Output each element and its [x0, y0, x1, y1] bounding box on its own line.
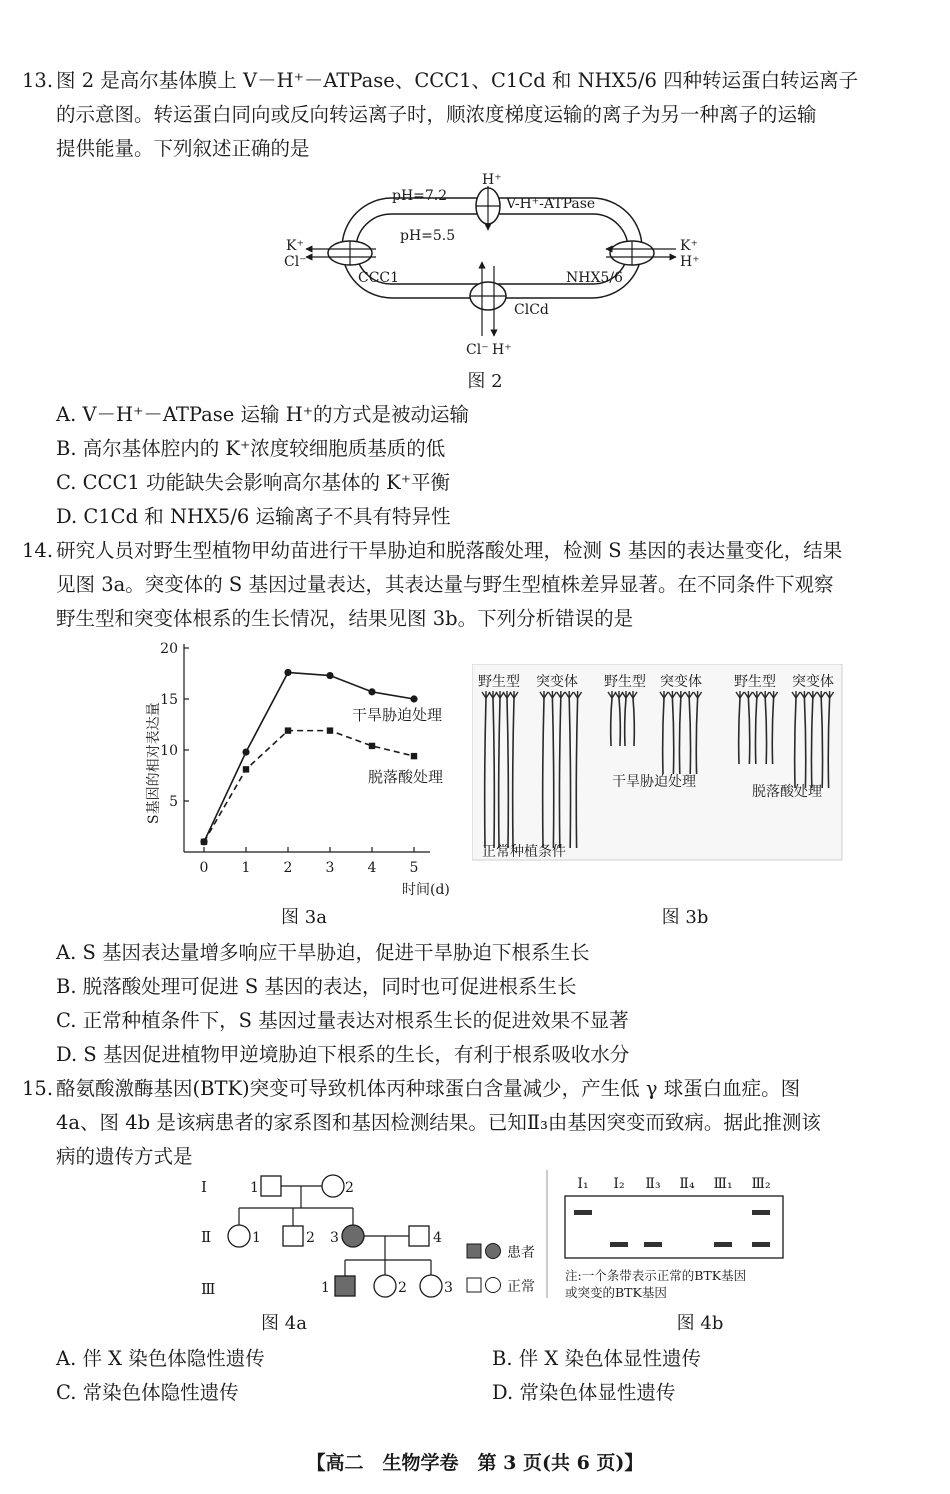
series-label-aba: 脱落酸处理 [368, 768, 444, 786]
legend-normal-circle [486, 1278, 501, 1293]
figure-4b-caption: 图 4b [676, 1313, 724, 1334]
gel-band-top-1 [574, 1210, 592, 1215]
q13-option-c[interactable]: C. CCC1 功能缺失会影响高尔基体的 K⁺平衡 [56, 471, 451, 494]
q13-option-b[interactable]: B. 高尔基体腔内的 K⁺浓度较细胞质基质的低 [56, 437, 446, 460]
gel-lane-label-5: Ⅲ₁ [713, 1176, 733, 1192]
x-tick-label-5: 5 [409, 860, 419, 876]
svg-text:3: 3 [330, 1230, 339, 1246]
II-1-normal-female [228, 1225, 250, 1247]
label-left-cl: Cl⁻ [284, 254, 307, 270]
label-nhx: NHX5/6 [566, 270, 623, 286]
point-aba-3 [327, 727, 333, 733]
point-drought-2 [284, 669, 291, 676]
point-drought-1 [242, 748, 249, 755]
svg-text:3: 3 [444, 1280, 453, 1296]
figure-2-golgi-transporters [270, 168, 710, 362]
y-tick-label-10: 10 [160, 743, 178, 759]
svg-text:1: 1 [250, 1180, 259, 1196]
svg-text:2: 2 [398, 1280, 407, 1296]
figure-4b-gel [545, 1170, 790, 1306]
svg-text:1: 1 [252, 1230, 261, 1246]
q14-option-d[interactable]: D. S 基因促进植物甲逆境胁迫下根系的生长，有利于根系吸收水分 [56, 1043, 630, 1066]
svg-text:2: 2 [345, 1180, 354, 1196]
q15-stem-line-1: 酪氨酸激酶基因(BTK)突变可导致机体丙种球蛋白含量减少，产生低 γ 球蛋白血症。图 [56, 1077, 801, 1100]
gel-note-line-1: 注:一个条带表示正常的BTK基因 [565, 1268, 747, 1283]
label-ph-outer: pH=7.2 [392, 188, 448, 204]
legend-normal-square [467, 1278, 481, 1292]
gel-band-bottom-2 [610, 1242, 628, 1247]
series-line-aba [204, 731, 414, 842]
q13-option-d[interactable]: D. C1Cd 和 NHX5/6 运输离子不具有特异性 [56, 505, 451, 528]
x-tick-label-0: 0 [199, 860, 209, 876]
II-3-affected-female [342, 1225, 364, 1247]
q14-option-a[interactable]: A. S 基因表达量增多响应干旱胁迫，促进干旱胁迫下根系生长 [56, 941, 590, 964]
gel-lane-label-4: Ⅱ₄ [679, 1176, 695, 1192]
legend-affected-label: 患者 [507, 1245, 535, 1261]
mutant-label-drought: 突变体 [660, 674, 702, 690]
condition-aba: 脱落酸处理 [752, 784, 822, 800]
mutant-label-aba: 突变体 [792, 674, 834, 690]
q15-option-c[interactable]: C. 常染色体隐性遗传 [56, 1381, 239, 1404]
gel-lane-label-3: Ⅱ₃ [645, 1176, 661, 1192]
gel-band-bottom-5 [714, 1242, 732, 1247]
q15-stem-line-3: 病的遗传方式是 [56, 1145, 193, 1168]
point-aba-4 [369, 743, 375, 749]
svg-text:2: 2 [306, 1230, 315, 1246]
I-2-normal-female [322, 1175, 344, 1197]
label-ccc1: CCC1 [358, 270, 400, 286]
q15-option-d[interactable]: D. 常染色体显性遗传 [492, 1381, 676, 1404]
label-bottom-cl: Cl⁻ [466, 342, 489, 358]
q14-option-b[interactable]: B. 脱落酸处理可促进 S 基因的表达，同时也可促进根系生长 [56, 975, 577, 998]
gel-band-top-6 [752, 1210, 770, 1215]
point-drought-4 [368, 688, 375, 695]
q13-stem-line-1: 图 2 是高尔基体膜上 V－H⁺－ATPase、CCC1、C1Cd 和 NHX5/6 四种转运蛋白转运离子 [56, 69, 859, 92]
q15-option-a[interactable]: A. 伴 X 染色体隐性遗传 [56, 1347, 265, 1370]
point-drought-3 [326, 672, 333, 679]
x-tick-label-2: 2 [283, 860, 293, 876]
series-line-drought [204, 672, 414, 841]
generation-3-label: Ⅲ [201, 1280, 216, 1298]
mutant-label-normal: 突变体 [536, 674, 578, 690]
II-4-normal-male [409, 1226, 429, 1246]
figure-3b-caption: 图 3b [661, 907, 709, 928]
series-label-drought: 干旱胁迫处理 [352, 706, 443, 724]
figure-4a-pedigree [195, 1172, 545, 1308]
q14-stem-line-2: 见图 3a。突变体的 S 基因过量表达，其表达量与野生型植株差异显著。在不同条件下观察 [56, 573, 834, 596]
x-tick-label-3: 3 [325, 860, 335, 876]
label-ph-inner: pH=5.5 [400, 228, 456, 244]
svg-text:1: 1 [321, 1280, 330, 1296]
label-left-k: K⁺ [286, 238, 304, 254]
point-aba-5 [411, 753, 417, 759]
q14-option-c[interactable]: C. 正常种植条件下，S 基因过量表达对根系生长的促进效果不显著 [56, 1009, 629, 1032]
condition-drought: 干旱胁迫处理 [612, 774, 696, 790]
figure-3a-line-chart [140, 636, 465, 902]
point-aba-0 [201, 839, 207, 845]
wild-label-normal: 野生型 [478, 674, 520, 690]
x-tick-label-4: 4 [367, 860, 377, 876]
wild-label-aba: 野生型 [734, 674, 776, 690]
gel-lane-label-2: Ⅰ₂ [613, 1176, 625, 1192]
figure-3b-roots-photo [472, 664, 844, 864]
figure-2-caption: 图 2 [467, 371, 503, 392]
legend-affected-square [467, 1244, 481, 1258]
q14-stem-line-1: 研究人员对野生型植物甲幼苗进行干旱胁迫和脱落酸处理，检测 S 基因的表达量变化，结果 [56, 539, 843, 562]
legend-affected-circle [486, 1244, 501, 1259]
label-h-top: H⁺ [482, 172, 502, 188]
page-footer: 【高二 生物学卷 第 3 页(共 6 页)】 [306, 1452, 644, 1474]
q15-number: 15. [22, 1077, 54, 1100]
gel-lane-label-6: Ⅲ₂ [751, 1176, 771, 1192]
q14-number: 14. [22, 539, 54, 562]
gel-band-bottom-3 [644, 1242, 662, 1247]
III-3-normal-female [420, 1275, 442, 1297]
x-axis-label: 时间(d) [402, 882, 450, 898]
y-tick-label-20: 20 [160, 641, 178, 657]
svg-text:4: 4 [433, 1230, 442, 1246]
figure-4a-caption: 图 4a [261, 1313, 307, 1334]
q13-stem-line-3: 提供能量。下列叙述正确的是 [56, 137, 310, 160]
y-tick-label-5: 5 [169, 794, 178, 810]
gel-band-bottom-6 [752, 1242, 770, 1247]
q15-option-b[interactable]: B. 伴 X 染色体显性遗传 [492, 1347, 702, 1370]
gel-box [565, 1196, 783, 1258]
gel-note-line-2: 或突变的BTK基因 [565, 1285, 667, 1300]
y-tick-label-15: 15 [160, 692, 178, 708]
gel-lane-label-1: Ⅰ₁ [577, 1176, 589, 1192]
y-axis-label: S基因的相对表达量 [146, 702, 162, 824]
label-right-k: K⁺ [680, 238, 698, 254]
wild-label-drought: 野生型 [604, 674, 646, 690]
label-vatpase: V-H⁺-ATPase [506, 196, 596, 212]
I-1-normal-male [261, 1176, 281, 1196]
condition-normal: 正常种植条件 [482, 844, 566, 860]
generation-1-label: Ⅰ [201, 1178, 207, 1196]
III-1-affected-male [335, 1276, 355, 1296]
q13-number: 13. [22, 69, 54, 92]
label-bottom-h: H⁺ [492, 342, 512, 358]
label-clcd: ClCd [514, 302, 549, 318]
generation-2-label: Ⅱ [201, 1228, 212, 1246]
III-2-normal-female [374, 1275, 396, 1297]
point-drought-5 [410, 695, 417, 702]
q13-option-a[interactable]: A. V－H⁺－ATPase 运输 H⁺的方式是被动运输 [56, 403, 469, 426]
figure-3a-caption: 图 3a [281, 907, 327, 928]
II-2-normal-male [283, 1226, 303, 1246]
q15-stem-line-2: 4a、图 4b 是该病患者的家系图和基因检测结果。已知Ⅱ₃由基因突变而致病。据此推测该 [56, 1111, 821, 1134]
q14-stem-line-3: 野生型和突变体根系的生长情况，结果见图 3b。下列分析错误的是 [56, 607, 634, 630]
legend-normal-label: 正常 [507, 1279, 535, 1295]
q13-stem-line-2: 的示意图。转运蛋白同向或反向转运离子时，顺浓度梯度运输的离子为另一种离子的运输 [56, 103, 817, 126]
point-aba-1 [243, 766, 249, 772]
point-aba-2 [285, 727, 291, 733]
x-tick-label-1: 1 [241, 860, 251, 876]
label-right-h: H⁺ [680, 254, 700, 270]
